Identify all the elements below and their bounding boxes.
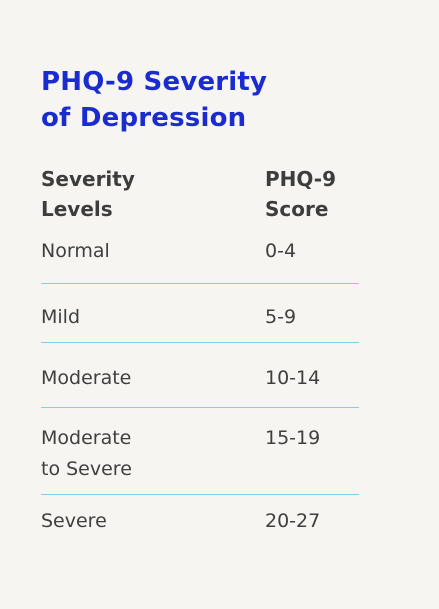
header-severity-levels	[41, 164, 241, 224]
row-level: Moderate	[41, 367, 132, 389]
table-header	[41, 164, 359, 228]
table-row	[41, 343, 359, 408]
header-phq9-score	[265, 164, 365, 224]
table-row	[41, 408, 359, 495]
header-severity-line-2: Levels	[41, 197, 113, 221]
row-score: 10-14	[265, 367, 321, 389]
row-score: 20-27	[265, 510, 321, 532]
table-row	[41, 495, 359, 545]
header-severity-line-1: Severity	[41, 167, 135, 191]
row-level: Severe	[41, 510, 107, 532]
row-level	[41, 423, 251, 485]
row-level-line-1: Moderate	[41, 427, 132, 449]
title-line-1: PHQ-9 Severity	[41, 67, 268, 97]
row-level-line-2: to Severe	[41, 458, 132, 480]
header-score-line-2: Score	[265, 197, 329, 221]
title-line-2: of Depression	[41, 103, 247, 133]
row-score: 5-9	[265, 306, 297, 328]
table-row	[41, 228, 359, 284]
row-level: Normal	[41, 240, 110, 262]
page-title	[41, 64, 341, 136]
header-score-line-1: PHQ-9	[265, 167, 336, 191]
severity-table	[41, 164, 359, 545]
row-score: 15-19	[265, 427, 321, 449]
table-row	[41, 284, 359, 343]
row-level: Mild	[41, 306, 81, 328]
row-score: 0-4	[265, 240, 297, 262]
